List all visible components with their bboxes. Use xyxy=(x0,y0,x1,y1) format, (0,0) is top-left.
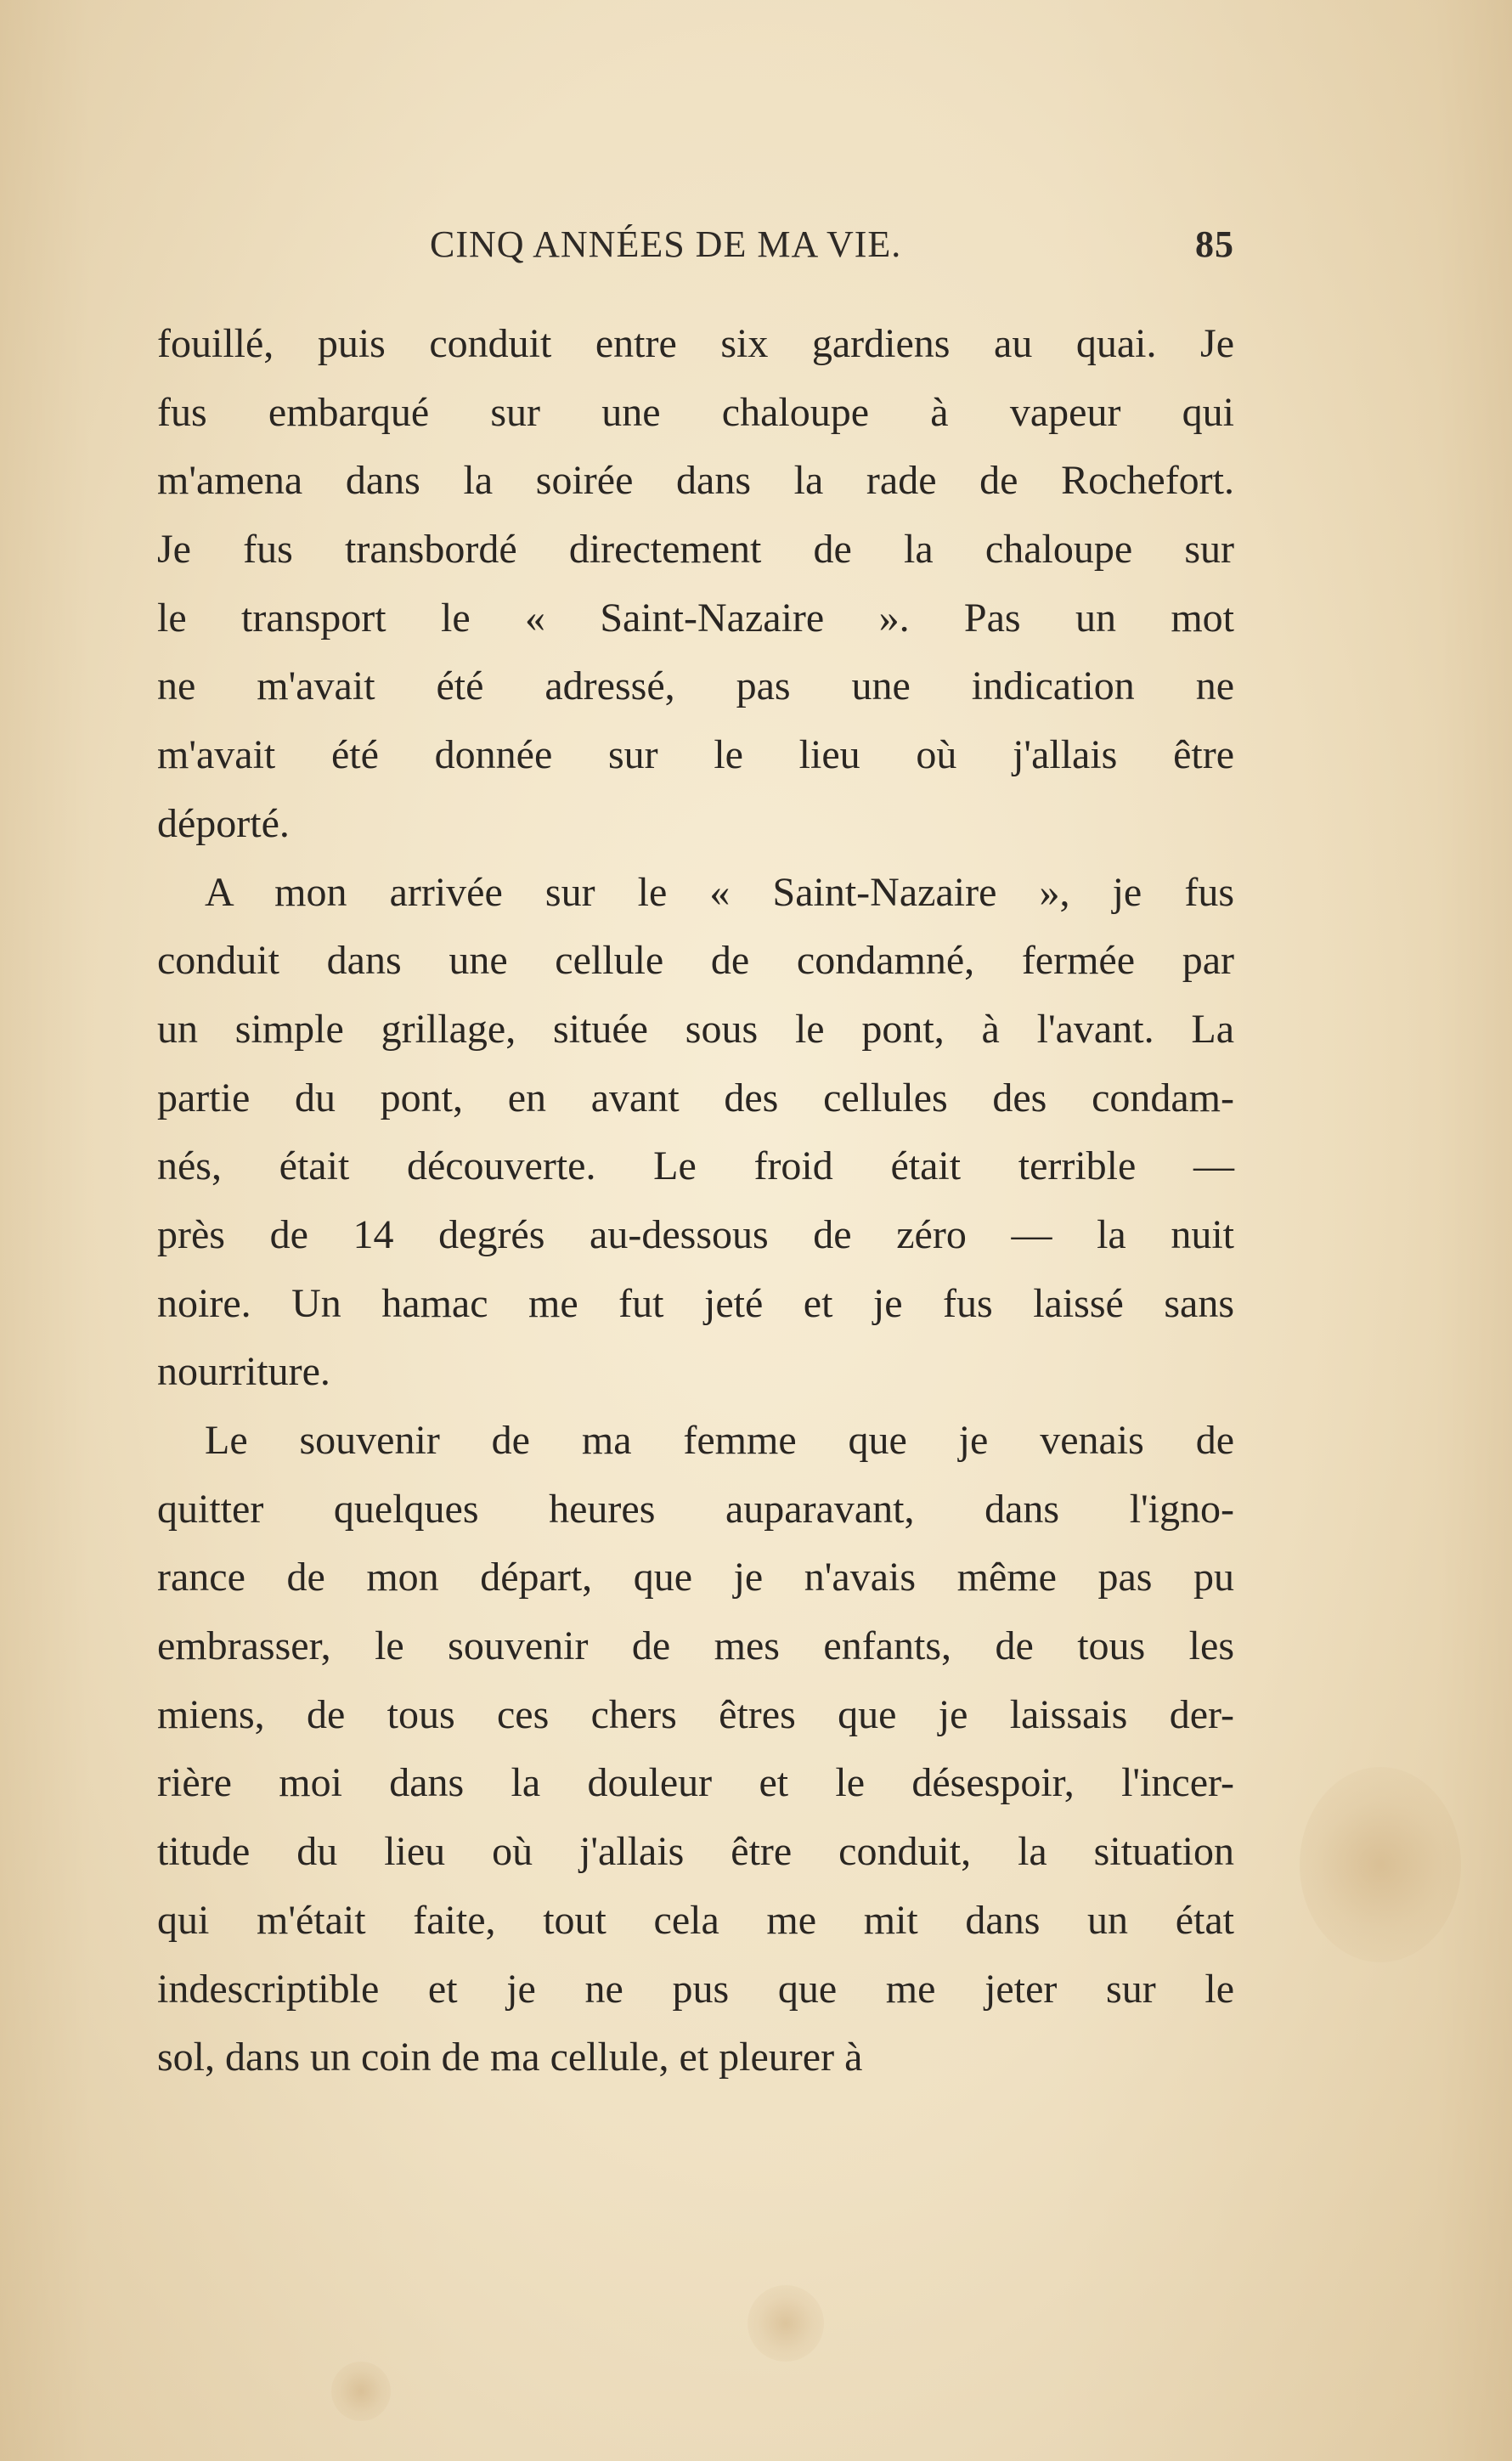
paragraph xyxy=(157,1407,1234,2092)
paragraph xyxy=(157,310,1234,859)
text-line: indescriptible et je ne pus que me jeter sur le xyxy=(157,1966,1234,2012)
text-line: qui m'était faite, tout cela me mit dans un état xyxy=(157,1897,1234,1943)
text-line: titude du lieu où j'allais être conduit, la situation xyxy=(157,1829,1234,1875)
paper-stain xyxy=(331,2362,391,2421)
text-line: Le souvenir de ma femme que je venais de xyxy=(205,1418,1234,1463)
text-line: fouillé, puis conduit entre six gardiens au quai. Je xyxy=(157,321,1234,366)
text-line: conduit dans une cellule de condamné, fermée par xyxy=(157,938,1234,984)
text-line: noire. Un hamac me fut jeté et je fus laissé sans xyxy=(157,1280,1234,1326)
paper-stain xyxy=(1300,1767,1461,1962)
text-line: rance de mon départ, que je n'avais même pas pu xyxy=(157,1555,1234,1600)
text-line: ne m'avait été adressé, pas une indication ne xyxy=(157,663,1234,709)
body-text xyxy=(157,310,1234,2092)
text-line: fus embarqué sur une chaloupe à vapeur qui xyxy=(157,389,1234,435)
text-line: miens, de tous ces chers êtres que je laissais der- xyxy=(157,1691,1234,1737)
text-line: déporté. xyxy=(157,800,290,846)
text-line: près de 14 degrés au-dessous de zéro — la nuit xyxy=(157,1211,1234,1257)
text-line: nourriture. xyxy=(157,1349,330,1395)
paper-stain xyxy=(748,2285,824,2362)
text-line: A mon arrivée sur le « Saint-Nazaire », je fus xyxy=(205,869,1234,915)
text-line: sol, dans un coin de ma cellule, et pleurer à xyxy=(157,2035,863,2080)
text-line: Je fus transbordé directement de la chaloupe sur xyxy=(157,527,1234,573)
text-line: nés, était découverte. Le froid était terrible — xyxy=(157,1143,1234,1189)
page-header xyxy=(157,223,1234,274)
text-line: le transport le « Saint-Nazaire ». Pas un mot xyxy=(157,595,1234,641)
text-line: embrasser, le souvenir de mes enfants, de tous les xyxy=(157,1623,1234,1669)
running-title: CINQ ANNÉES DE MA VIE. xyxy=(430,223,902,265)
text-line: rière moi dans la douleur et le désespoir, l'incer- xyxy=(157,1760,1234,1806)
page-number: 85 xyxy=(1195,223,1234,265)
text-line: quitter quelques heures auparavant, dans l'igno- xyxy=(157,1486,1234,1532)
text-line: m'avait été donnée sur le lieu où j'allais être xyxy=(157,732,1234,778)
text-line: partie du pont, en avant des cellules des condam- xyxy=(157,1075,1234,1120)
text-line: m'amena dans la soirée dans la rade de Rochefort. xyxy=(157,458,1234,504)
paragraph xyxy=(157,859,1234,1408)
text-line: un simple grillage, située sous le pont, à l'avant. La xyxy=(157,1006,1234,1052)
